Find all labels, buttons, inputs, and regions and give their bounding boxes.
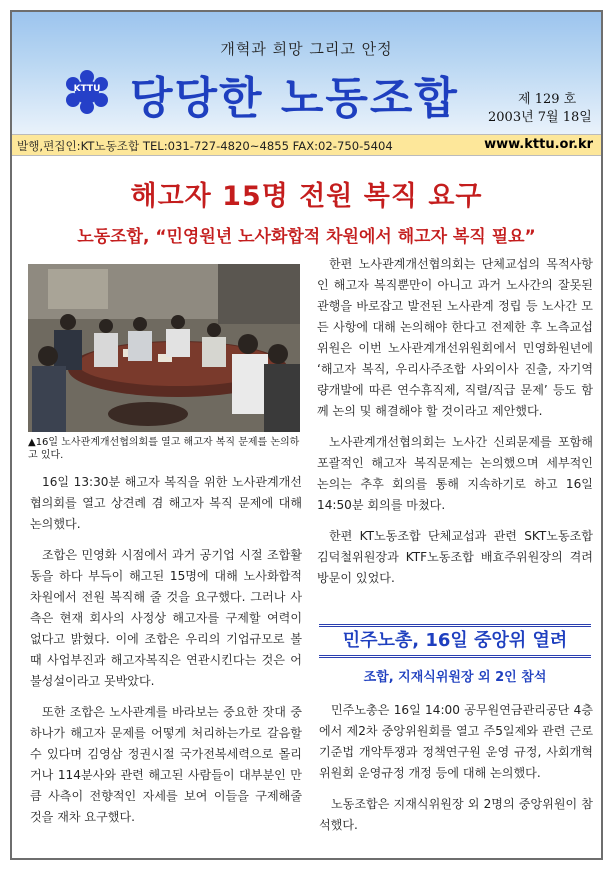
publisher-bar: [12, 134, 601, 156]
issue-date: 2003년 7월 18일: [488, 110, 592, 125]
paragraph: 노동조합은 지재식위원장 외 2명의 중앙위원이 참석했다.: [319, 797, 593, 832]
article-left-column: [30, 472, 302, 838]
photo-caption: ▲16일 노사관계개선협의회를 열고 해고자 복직 문제를 논의하고 있다.: [28, 437, 300, 461]
paragraph: 한편 KT노동조합 단체교섭과 관련 SKT노동조합 김덕철위원장과 KTF노동조합 배효주위원장의 격려 방문이 있었다.: [317, 529, 593, 585]
paragraph: 조합은 민영화 시점에서 과거 공기업 시절 조합활동을 하다 부득이 해고된 15명에 대해 노사화합적 차원에서 전원 복직해 줄 것을 요구했다. 그러나 사측은 현재 회사의 사정상 해고자를 구제할 여력이 없다고 밝혔다. 이에 조합은 우리의 기업규모로 볼 때 사업부진과 해고자복직은 연관시킨다는 것은 어불성설이라고 못박았다.: [30, 548, 302, 688]
paragraph: 민주노총은 16일 14:00 공무원연금관리공단 4층에서 제2차 중앙위원회를 열고 주5일제와 관련 근로기준법 개악투쟁과 정책연구원 운영 규정, 사회개혁위원회 운영규정 개정 등에 대해 논의했다.: [319, 703, 593, 780]
website-link[interactable]: www.kttu.or.kr: [484, 137, 593, 152]
issue-number: 제 129 호: [518, 92, 577, 107]
publisher-info: 발행,편집인:KT노동조합 TEL:031-727-4820~4855 FAX:02-750-5404: [17, 139, 393, 153]
second-article-body: [319, 700, 593, 846]
sub-headline: 노동조합, “민영원년 노사화합적 차원에서 해고자 복직 필요”: [77, 227, 536, 247]
page-frame: [10, 10, 603, 860]
paragraph: 16일 13:30분 해고자 복직을 위한 노사관계개선협의회를 열고 상견례 겸 해고자 복직 문제에 대해 논의했다.: [30, 475, 302, 531]
meeting-photo: [28, 264, 300, 432]
masthead: [12, 12, 601, 134]
paragraph: 또한 조합은 노사관계를 바라보는 중요한 잣대 중 하나가 해고자 문제를 어떻게 처리하는가로 갈음할 수 있다며 김영삼 정권시절 국가전복세력으로 몰리거나 114분사와 관련 해고된 사람들이 대부분인 만큼 사측이 전향적인 자세를 보여 이들을 구제해줄 것을 재차 요구했다.: [30, 705, 302, 824]
newsletter-title: 당당한 노동조합: [130, 73, 459, 124]
slogan: 개혁과 희망 그리고 안정: [220, 40, 393, 58]
paragraph: 노사관계개선협의회는 노사간 신뢰문제를 포함해 포괄적인 해고자 복직문제는 논의했으며 세부적인 논의는 추후 회의를 통해 지속하기로 하고 16일 14:50분 회의를 마쳤다.: [317, 435, 593, 512]
article-right-column: [317, 254, 593, 599]
logo-text: KTTU: [73, 84, 101, 94]
main-headline: 해고자 15명 전원 복직 요구: [130, 181, 483, 212]
second-article-title: 민주노총, 16일 중앙위 열려: [319, 624, 591, 658]
paragraph: 한편 노사관계개선협의회는 단체교섭의 목적사항인 해고자 복직뿐만이 아니고 과거 노사간의 잘못된 관행을 바로잡고 발전된 노사관계 정립 등 노사간 모든 사항에 대해 논의해야 한다고 전제한 후 노측교섭위원은 이번 노사관계개선위원회에서 민영화원년에 ‘해고자 복직, 우리사주조합 사외이사 진출, 자기역량개발에 따른 연수휴직제, 직렬/직급 문제’ 등도 함께 논의 및 해결해야 할 것이라고 제안했다.: [317, 257, 593, 418]
second-article-subtitle: 조합, 지재식위원장 외 2인 참석: [363, 670, 547, 685]
kttu-logo: [62, 70, 112, 114]
